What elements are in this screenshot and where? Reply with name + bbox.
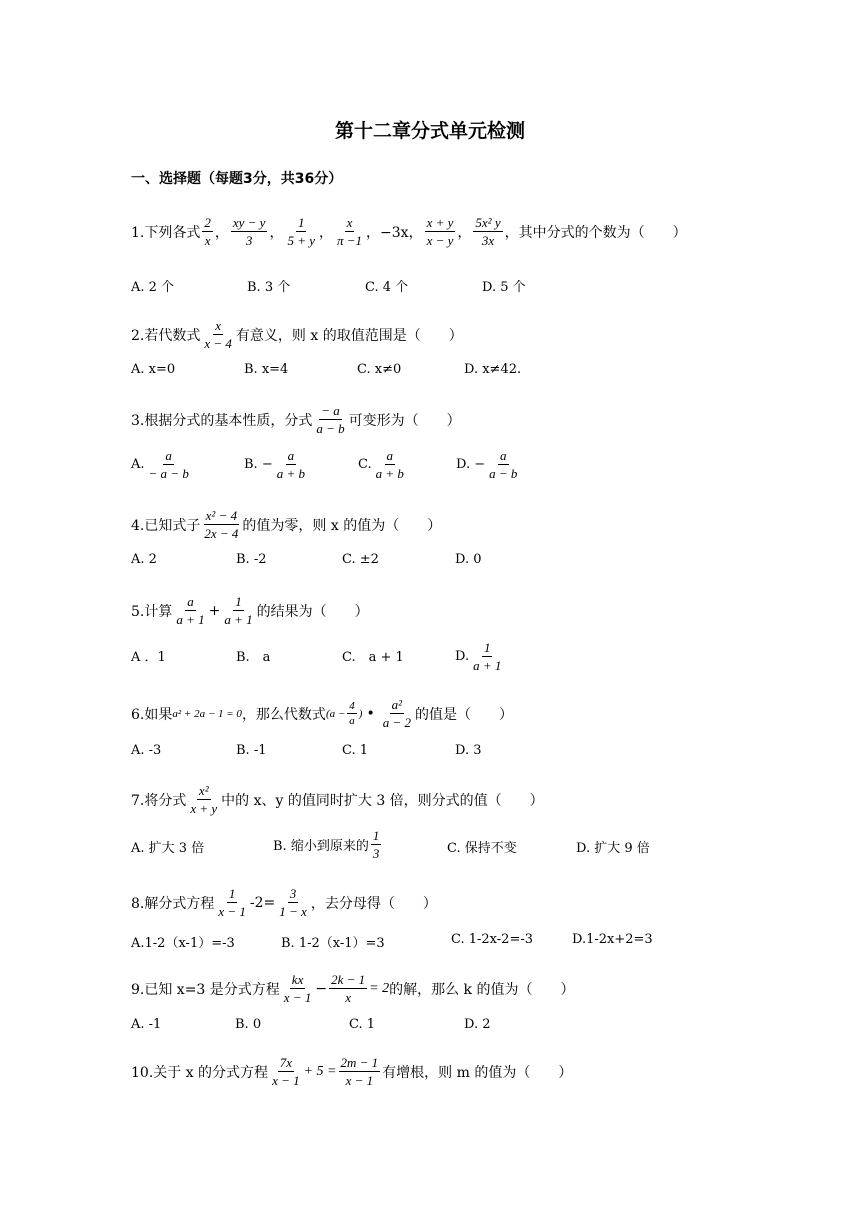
question-5 — [131, 594, 369, 627]
fraction: $\frac{xy - y}{3}$ — [232, 215, 266, 248]
fraction: $\frac{2m - 1}{x - 1}$ — [340, 1055, 379, 1088]
option-a[interactable]: A. 2 — [131, 552, 157, 567]
question-6-text: 6.如果 — [131, 706, 173, 723]
fraction: $\frac{1}{5 + y}$ — [287, 215, 315, 248]
option-a[interactable]: A. -3 — [131, 743, 162, 758]
fraction: $\frac{- a}{a - b}$ — [316, 403, 345, 436]
fraction: $\frac{3}{1 - x}$ — [279, 886, 307, 919]
option-b[interactable]: B. 0 — [235, 1017, 262, 1032]
fraction: $\frac{x + y}{x - y}$ — [426, 215, 454, 248]
option-d[interactable]: D. x≠42. — [464, 362, 522, 377]
question-9-text: 9.已知 x=3 是分式方程 — [131, 981, 280, 998]
fraction: $\frac{2}{x}$ — [204, 215, 211, 248]
minus-sign: − — [315, 980, 328, 997]
option-b[interactable]: B. − $\frac{a}{a + b}$ — [244, 448, 305, 481]
option-c[interactable]: C. 1 — [349, 1017, 376, 1032]
option-a[interactable]: A. x=0 — [131, 362, 176, 377]
plus-sign: + — [208, 602, 221, 619]
option-c[interactable]: C. $\frac{a}{a + b}$ — [358, 448, 404, 481]
option-a[interactable]: A.1-2（x-1）=-3 — [131, 936, 235, 951]
fraction: $\frac{kx}{x - 1}$ — [283, 972, 312, 1005]
option-c[interactable]: C. x≠0 — [357, 362, 402, 377]
option-b[interactable]: B. x=4 — [244, 362, 289, 377]
option-a[interactable]: A. $\frac{a}{- a - b}$ — [131, 448, 189, 481]
fraction: $\frac{\text{x² − 4}}{2x - 4}$ — [204, 508, 239, 541]
question-7 — [131, 783, 544, 816]
fraction: $\frac{a}{a + 1}$ — [176, 594, 205, 627]
question-5-text: 的结果为（ ） — [256, 603, 369, 620]
option-b[interactable]: B. 1-2（x-1）=3 — [281, 936, 385, 951]
fraction: $\frac{\text{x²}}{x + y}$ — [190, 783, 218, 816]
question-8-text: ，去分母得（ ） — [310, 895, 437, 912]
equation-rhs: = 2 — [369, 980, 390, 996]
question-3-text: 3.根据分式的基本性质，分式 — [131, 412, 313, 429]
option-d[interactable]: D.1-2x+2=3 — [572, 932, 653, 947]
fraction: $\frac{\text{a²}}{a - 2}$ — [382, 697, 411, 730]
question-8-text: -2= — [249, 894, 276, 911]
question-4-text: 4.已知式子 — [131, 517, 201, 534]
fraction: $\frac{\text{5x² y}}{3x}$ — [475, 215, 501, 248]
question-6-text: ，那么代数式 — [241, 706, 326, 723]
page-title: 第十二章分式单元检测 — [334, 120, 525, 142]
option-b[interactable]: B. -2 — [236, 552, 267, 567]
question-5-text: 5.计算 — [131, 603, 173, 620]
fraction: $\frac{2k - 1}{x}$ — [331, 972, 366, 1005]
option-a[interactable]: A. 2 个 — [131, 280, 175, 295]
expression-part: (a − — [325, 707, 346, 720]
option-d[interactable]: D. $\frac{1}{a + 1}$ — [455, 640, 502, 673]
option-d[interactable]: D. 3 — [455, 743, 482, 758]
question-2-text: 2.若代数式 — [131, 327, 201, 344]
option-c[interactable]: C. 保持不变 — [447, 841, 517, 856]
question-1-text: 1.下列各式 — [131, 224, 201, 241]
question-1-text: ，其中分式的个数为（ ） — [504, 224, 687, 241]
question-9-text: 的解，那么 k 的值为（ ） — [389, 981, 575, 998]
equation-part: + 5 = — [303, 1063, 337, 1079]
question-7-text: 中的 x、y 的值同时扩大 3 倍，则分式的值（ ） — [221, 792, 544, 809]
question-2-text: 有意义，则 x 的取值范围是（ ） — [235, 327, 463, 344]
multiply-dot: • — [366, 705, 375, 722]
option-d[interactable]: D. 2 — [464, 1017, 491, 1032]
question-1: 1.下列各式 $\frac{2}{x}$ ， $\frac{xy - y}{3}$ ， $\frac{1}{5 + y}$ ， $\frac{x}{\pi -1}$ ， −3x， $\frac{x + y}{x - y}$ ， $\frac{\text{5x² y}}{3x}$ ，其中分式的个数为（ ） — [131, 215, 687, 248]
option-a[interactable]: A ．1 — [131, 650, 166, 665]
fraction: $\frac{4}{a}$ — [349, 700, 355, 727]
option-c[interactable]: C. ±2 — [342, 552, 379, 567]
section-heading: 一、选择题（每题3分，共36分） — [131, 171, 343, 187]
option-c[interactable]: C. a + 1 — [342, 650, 404, 665]
option-b[interactable]: B. 缩小到原来的 $\frac{1}{3}$ — [273, 828, 380, 861]
question-4 — [131, 508, 441, 541]
expression-part: ) — [358, 707, 363, 720]
question-8-text: 8.解分式方程 — [131, 895, 215, 912]
question-6 — [131, 697, 513, 730]
option-d[interactable]: D. 0 — [455, 552, 482, 567]
option-d[interactable]: D. − $\frac{a}{a - b}$ — [456, 448, 518, 481]
option-c[interactable]: C. 4 个 — [365, 280, 409, 295]
option-b[interactable]: B. a — [236, 650, 271, 665]
question-2 — [131, 318, 463, 351]
option-c[interactable]: C. 1-2x-2=-3 — [451, 932, 534, 947]
option-d[interactable]: D. 5 个 — [482, 280, 526, 295]
option-c[interactable]: C. 1 — [342, 743, 369, 758]
fraction: $\frac{1}{a + 1}$ — [224, 594, 253, 627]
question-10 — [131, 1055, 572, 1088]
question-1-text: −3x， — [380, 224, 423, 241]
fraction: $\frac{x}{\pi -1}$ — [337, 215, 363, 248]
option-a[interactable]: A. -1 — [131, 1017, 162, 1032]
question-10-text: 有增根，则 m 的值为（ ） — [382, 1064, 573, 1081]
fraction: $\frac{7x}{x - 1}$ — [272, 1055, 300, 1088]
question-7-text: 7.将分式 — [131, 792, 187, 809]
question-3-text: 可变形为（ ） — [348, 412, 461, 429]
question-10-text: 10.关于 x 的分式方程 — [131, 1064, 269, 1081]
option-b[interactable]: B. 3 个 — [247, 280, 291, 295]
fraction: $\frac{x}{x - 4}$ — [204, 318, 232, 351]
question-4-text: 的值为零，则 x 的值为（ ） — [242, 517, 442, 534]
question-6-text: 的值是（ ） — [415, 706, 513, 723]
option-b[interactable]: B. -1 — [236, 743, 267, 758]
question-8 — [131, 886, 437, 919]
option-d[interactable]: D. 扩大 9 倍 — [576, 841, 650, 856]
option-a[interactable]: A. 扩大 3 倍 — [131, 841, 205, 856]
question-3 — [131, 403, 461, 436]
question-9 — [131, 972, 574, 1005]
equation: a² + 2a − 1 = 0 — [172, 707, 242, 720]
fraction: $\frac{1}{x - 1}$ — [218, 886, 246, 919]
